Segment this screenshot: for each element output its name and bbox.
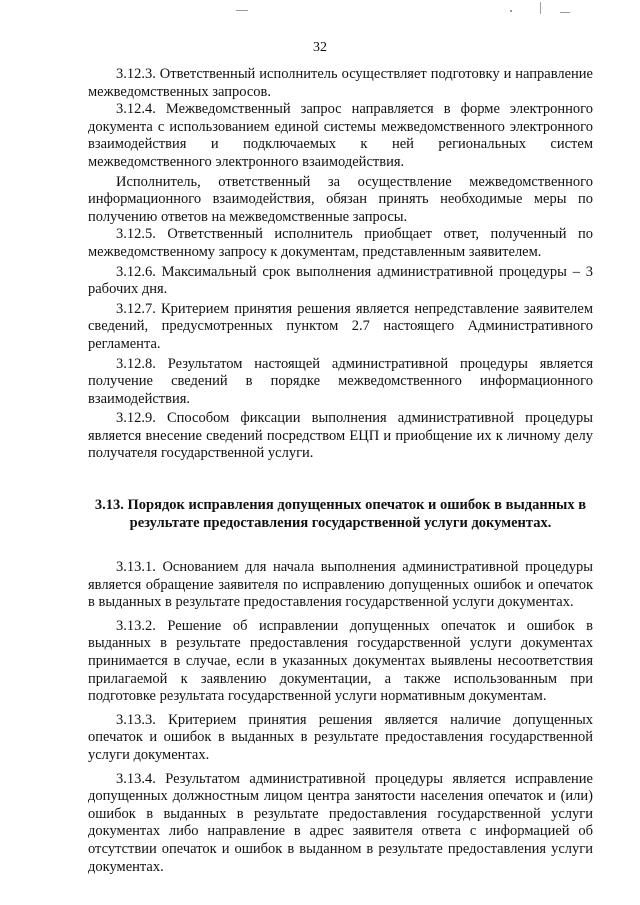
paragraph-3-12-5: 3.12.5. Ответственный исполнитель приобщает ответ, полученный по межведомственному запросу к документам, представленным заявителем. [88, 226, 593, 260]
scan-artifact-top-right-dash [560, 12, 570, 13]
paragraph-3-13-2: 3.13.2. Решение об исправлении допущенных опечаток и ошибок в выданных в результате предоставления государственной услуги документах принимается в случае, если в указанных документах выявлены несоответствия прилагаемой к заявлению документации, а также использованным при подготовке результата государственной услуги нормативным документам. [88, 617, 593, 705]
scan-artifact-top-right-tick [540, 2, 541, 14]
page-number: 32 [313, 40, 327, 55]
paragraph-3-12-4: 3.12.4. Межведомственный запрос направляется в форме электронного документа с использованием единой системы межведомственного электронного взаимодействия и подключаемых к ней региональных систем межведомственного электронного взаимодействия. [88, 101, 593, 170]
paragraph-3-12-8: 3.12.8. Результатом настоящей административной процедуры является получение сведений в порядке межведомственного информационного взаимодействия. [88, 355, 593, 407]
paragraph-3-13-3: 3.13.3. Критерием принятия решения является наличие допущенных опечаток и ошибок в выданных в результате предоставления государственной услуги документах. [88, 711, 593, 763]
paragraph-executor: Исполнитель, ответственный за осуществление межведомственного информационного взаимодействия, обязан принять необходимые меры по получению ответов на межведомственные запросы. [88, 173, 593, 225]
paragraph-3-12-3: 3.12.3. Ответственный исполнитель осуществляет подготовку и направление межведомственных запросов. [88, 66, 593, 100]
scan-artifact-top-left [236, 10, 248, 11]
paragraph-3-12-9: 3.12.9. Способом фиксации выполнения административной процедуры является внесение сведений посредством ЕЦП и приобщение их к личному делу получателя государственной услуги. [88, 410, 593, 462]
paragraph-3-12-7: 3.12.7. Критерием принятия решения является непредставление заявителем сведений, предусмотренных пунктом 2.7 настоящего Административного регламента. [88, 300, 593, 352]
paragraph-3-12-6: 3.12.6. Максимальный срок выполнения административной процедуры – 3 рабочих дня. [88, 263, 593, 298]
document-body [88, 66, 593, 876]
paragraph-3-13-4: 3.13.4. Результатом административной процедуры является исправление допущенных должностным лицом центра занятости населения опечаток и (или) ошибок в выданных в результате предоставления государственной услуги документах либо направление в адрес заявителя ответа с информацией об отсутствии опечаток и ошибок в выданном в результате предоставления услуги документах. [88, 770, 593, 875]
scan-artifact-top-right-dot [510, 10, 512, 12]
paragraph-3-13-1: 3.13.1. Основанием для начала выполнения административной процедуры является обращение заявителя по исправлению допущенных ошибок и опечаток в выданных в результате предоставления государственной услуги документах. [88, 559, 593, 611]
section-heading-3-13: 3.13. Порядок исправления допущенных опечаток и ошибок в выданных в результате предоставления государственной услуги документах. [94, 497, 587, 532]
